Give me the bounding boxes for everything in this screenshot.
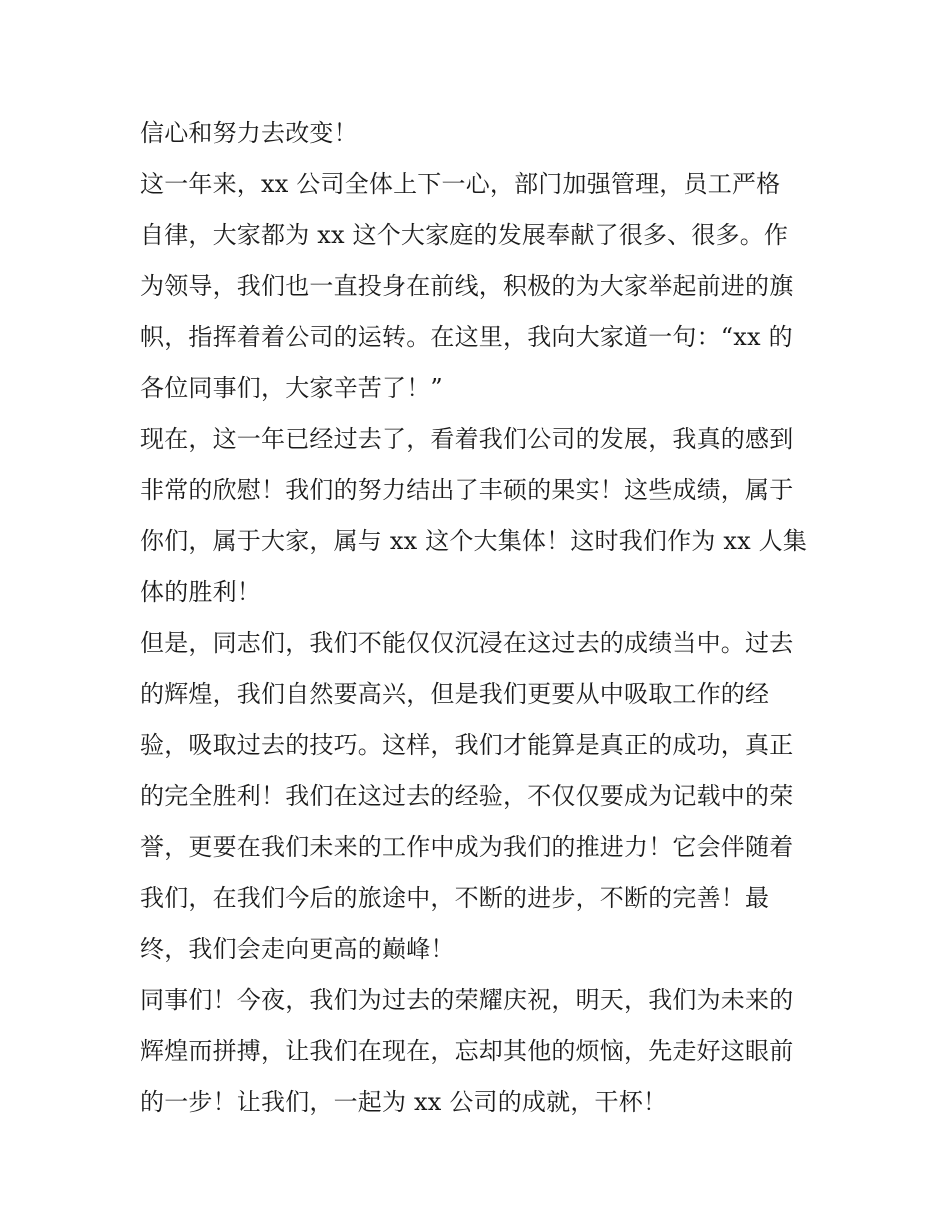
text-line: 这一年来，xx 公司全体上下一心，部门加强管理，员工严格 [140,170,781,198]
document-body [140,108,830,1128]
text-line: 各位同事们，大家辛苦了！” [140,374,443,402]
text-line: 帜，指挥着着公司的运转。在这里，我向大家道一句：“xx 的 [140,323,793,351]
text-line: 我们，在我们今后的旅途中，不断的进步，不断的完善！最 [140,884,770,912]
text-line: 终，我们会走向更高的巅峰！ [140,935,455,963]
text-line: 自律，大家都为 xx 这个大家庭的发展奉献了很多、很多。作 [140,221,789,249]
text-line: 但是，同志们，我们不能仅仅沉浸在这过去的成绩当中。过去 [140,629,794,657]
text-line: 的完全胜利！我们在这过去的经验，不仅仅要成为记载中的荣 [140,782,794,810]
text-line: 体的胜利！ [140,578,261,606]
text-line: 誉，更要在我们未来的工作中成为我们的推进力！它会伴随着 [140,833,794,861]
text-line: 同事们！今夜，我们为过去的荣耀庆祝，明天，我们为未来的 [140,986,794,1014]
text-line: 为领导，我们也一直投身在前线，积极的为大家举起前进的旗 [140,272,794,300]
text-line: 现在，这一年已经过去了，看着我们公司的发展，我真的感到 [140,425,794,453]
text-line: 信心和努力去改变！ [140,119,358,147]
text-line: 辉煌而拼搏，让我们在现在，忘却其他的烦恼，先走好这眼前 [140,1037,794,1065]
text-line: 验，吸取过去的技巧。这样，我们才能算是真正的成功，真正 [140,731,794,759]
text-line: 的一步！让我们，一起为 xx 公司的成就，干杯！ [140,1088,668,1116]
text-line: 你们，属于大家，属与 xx 这个大集体！这时我们作为 xx 人集 [140,527,808,555]
text-line: 非常的欣慰！我们的努力结出了丰硕的果实！这些成绩，属于 [140,476,794,504]
text-line: 的辉煌，我们自然要高兴，但是我们更要从中吸取工作的经 [140,680,770,708]
